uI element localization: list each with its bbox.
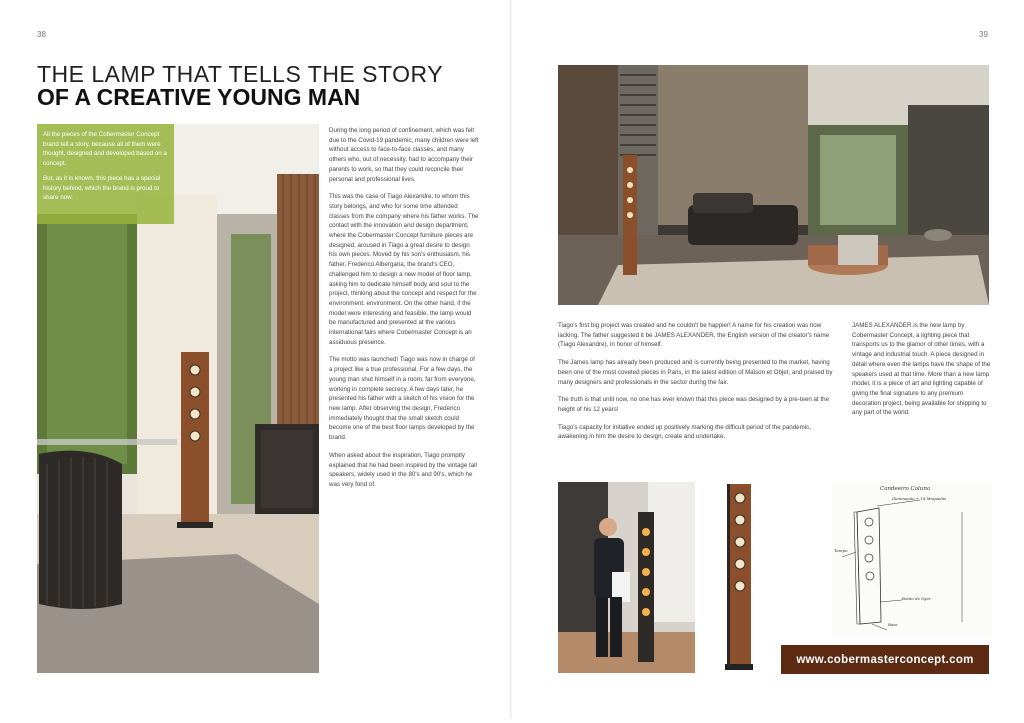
paragraph: The truth is that until now, no one has ever known that this piece was designed by a pre-teen at the height of his 12 years! bbox=[558, 396, 830, 413]
lounge-photo bbox=[558, 65, 989, 305]
sketch-drawing bbox=[832, 482, 992, 637]
paragraph: During the long period of confinement, which was felt due to the Covid-19 pandemic, many children were left without access to face-to-face classes, and many others who, out of necessity, had to accompany their parents to work, so that they could reconcile their personal and professional lives. bbox=[329, 127, 479, 183]
paragraph: Tiago's first big project was created and he couldn't be happier! A name for his creation was now lacking. The father suggested it be JAMES ALEXANDER, the English version of the creator's name (Tiago Alexandre), in honor of himself. bbox=[558, 322, 830, 349]
callout-text-1: All the pieces of the Cobermaster Concept brand tell a story, because all of them were thought, designed and developed based on a concept. bbox=[43, 131, 167, 167]
sketch-title: Candeeiro Coluna bbox=[880, 486, 931, 492]
sketch-note: Base bbox=[888, 622, 898, 627]
left-page bbox=[0, 0, 512, 718]
article-column-left bbox=[329, 126, 479, 498]
lamp-illustration bbox=[713, 482, 765, 673]
headline-line-2: OF A CREATIVE YOUNG MAN bbox=[37, 84, 361, 110]
article-column-middle bbox=[558, 321, 836, 450]
paragraph: The James lamp has already been produced and is currently being presented to the market, having been one of the most coveted pieces in Paris, in the latest edition of Maison et Objet, and praised by many designers and professionals in the sector during the fair. bbox=[558, 359, 833, 386]
right-page bbox=[512, 0, 1024, 718]
lounge-illustration bbox=[558, 65, 989, 305]
website-link[interactable]: www.cobermasterconcept.com bbox=[781, 645, 989, 674]
paragraph: The motto was launched! Tiago was now in charge of a project like a true professional. For a few days, the young man shut himself in a room, far from everyone, working in complete secrecy. A few days later, he presented his father with a sketch of his vision for the new lamp. After observing the design, Frederico immediately thought that the small sketch could become one of the best floor lamps developed by the brand. bbox=[329, 356, 476, 442]
paragraph: Tiago's capacity for initiative ended up positively marking the difficult period of the pandemic, awakening in him the desire to design, create and undertake. bbox=[558, 423, 811, 441]
paragraph: When asked about the inspiration, Tiago promptly explained that he had been inspired by the vintage tall speakers, widely used in the 80's and 90's, which he was very fond of. bbox=[329, 451, 477, 488]
paragraph: JAMES ALEXANDER is the new lamp by Cobermaster Concept, a lighting piece that transports us to the glamor of other times, with a vintage and industrial touch. A piece designed in detail where even the lamps have the shape of the speakers used at that time. More than a new lamp model, it is a piece of art and lighting capable of giving the final signature to any premium decoration project, being available for shipping to any part of the world. bbox=[852, 322, 991, 417]
lamp-sketch bbox=[832, 482, 992, 637]
page-number-left: 38 bbox=[37, 30, 46, 39]
sketch-note: Tampo bbox=[834, 548, 848, 553]
lamp-product-photo bbox=[713, 482, 765, 673]
page-number-right: 39 bbox=[979, 30, 988, 39]
designer-illustration bbox=[558, 482, 695, 673]
callout-text-2: But, as it is known, this piece has a special history behind, which the brand is proud to share now. bbox=[43, 175, 161, 201]
headline-line-1: THE LAMP THAT TELLS THE STORY bbox=[37, 61, 444, 87]
article-column-right bbox=[852, 321, 992, 426]
callout-box bbox=[37, 124, 174, 224]
sketch-note: Botão de ligar bbox=[902, 596, 931, 601]
designer-photo bbox=[558, 482, 695, 673]
sketch-note: Iluminação + 18 lâmpadas bbox=[892, 496, 947, 501]
paragraph: This was the case of Tiago Alexandre, to whom this story belongs, and who for some time attended classes from the company where his father works. The contact with the innovation and design department, where the Cobermaster Concept furniture pieces are designed, aroused in Tiago a great desire to design his own pieces. Moved by his son's enthusiasm, his father, Frederico Albergaria, the brand's CEO, challenged him to design a new model of floor lamp, asking him to dedicate himself body and soul to the project, thinking about the concept and respect for the environment. environment. On the other hand, if the model were interesting and feasible, the lamp would be manufactured and presented at the various international fairs where Cobermaster Concept is an assiduous presence. bbox=[329, 193, 479, 346]
